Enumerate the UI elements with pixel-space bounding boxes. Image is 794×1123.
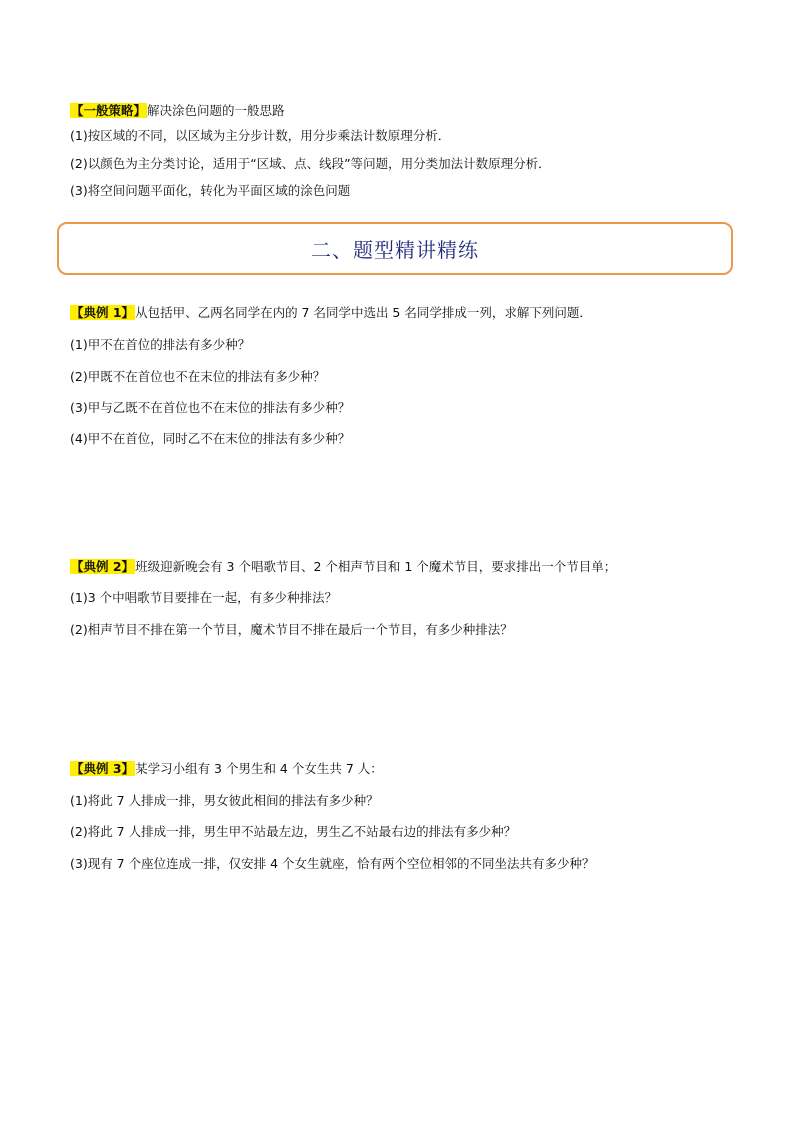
example-1-question: (1)甲不在首位的排法有多少种？ [70, 337, 251, 352]
section-header-box [57, 222, 733, 275]
example-2-stem-line [70, 558, 616, 576]
example-3-question: (3)现有 7 个座位连成一排，仅安排 4 个女生就座，恰有两个空位相邻的不同坐法共有多少种？ [70, 856, 595, 871]
strategy-title: 解决涂色问题的一般思路 [147, 103, 285, 118]
example-3-question: (1)将此 7 人排成一排，男女彼此相间的排法有多少种？ [70, 793, 379, 808]
example-1-question: (4)甲不在首位，同时乙不在末位的排法有多少种？ [70, 431, 351, 446]
example-2-question: (1)3 个中唱歌节目要排在一起，有多少种排法？ [70, 590, 338, 605]
example-1-tag: 【典例 1】 [71, 305, 135, 320]
example-1-stem-line [70, 304, 592, 322]
strategy-heading [70, 102, 285, 120]
example-1-question: (3)甲与乙既不在首位也不在末位的排法有多少种？ [70, 400, 351, 415]
strategy-item: (1)按区域的不同，以区域为主分步计数，用分步乘法计数原理分析． [70, 128, 451, 143]
example-1-question: (2)甲既不在首位也不在末位的排法有多少种？ [70, 369, 326, 384]
strategy-tag: 【一般策略】 [71, 103, 147, 118]
example-2-tag: 【典例 2】 [71, 559, 135, 574]
example-3-question: (2)将此 7 人排成一排，男生甲不站最左边，男生乙不站最右边的排法有多少种？ [70, 824, 517, 839]
example-2-stem: 班级迎新晚会有 3 个唱歌节目、2 个相声节目和 1 个魔术节目，要求排出一个节目单； [135, 559, 617, 574]
example-2-question: (2)相声节目不排在第一个节目，魔术节目不排在最后一个节目，有多少种排法？ [70, 622, 513, 637]
example-3-stem: 某学习小组有 3 个男生和 4 个女生共 7 人： [135, 761, 383, 776]
strategy-item: (2)以颜色为主分类讨论，适用于“区域、点、线段”等问题，用分类加法计数原理分析． [70, 156, 551, 171]
section-title: 二、题型精讲精练 [311, 238, 479, 262]
strategy-item: (3)将空间问题平面化，转化为平面区域的涂色问题 [70, 183, 351, 198]
example-3-stem-line [70, 760, 383, 778]
example-3-tag: 【典例 3】 [71, 761, 135, 776]
example-1-stem: 从包括甲、乙两名同学在内的 7 名同学中选出 5 名同学排成一列，求解下列问题． [135, 305, 592, 320]
